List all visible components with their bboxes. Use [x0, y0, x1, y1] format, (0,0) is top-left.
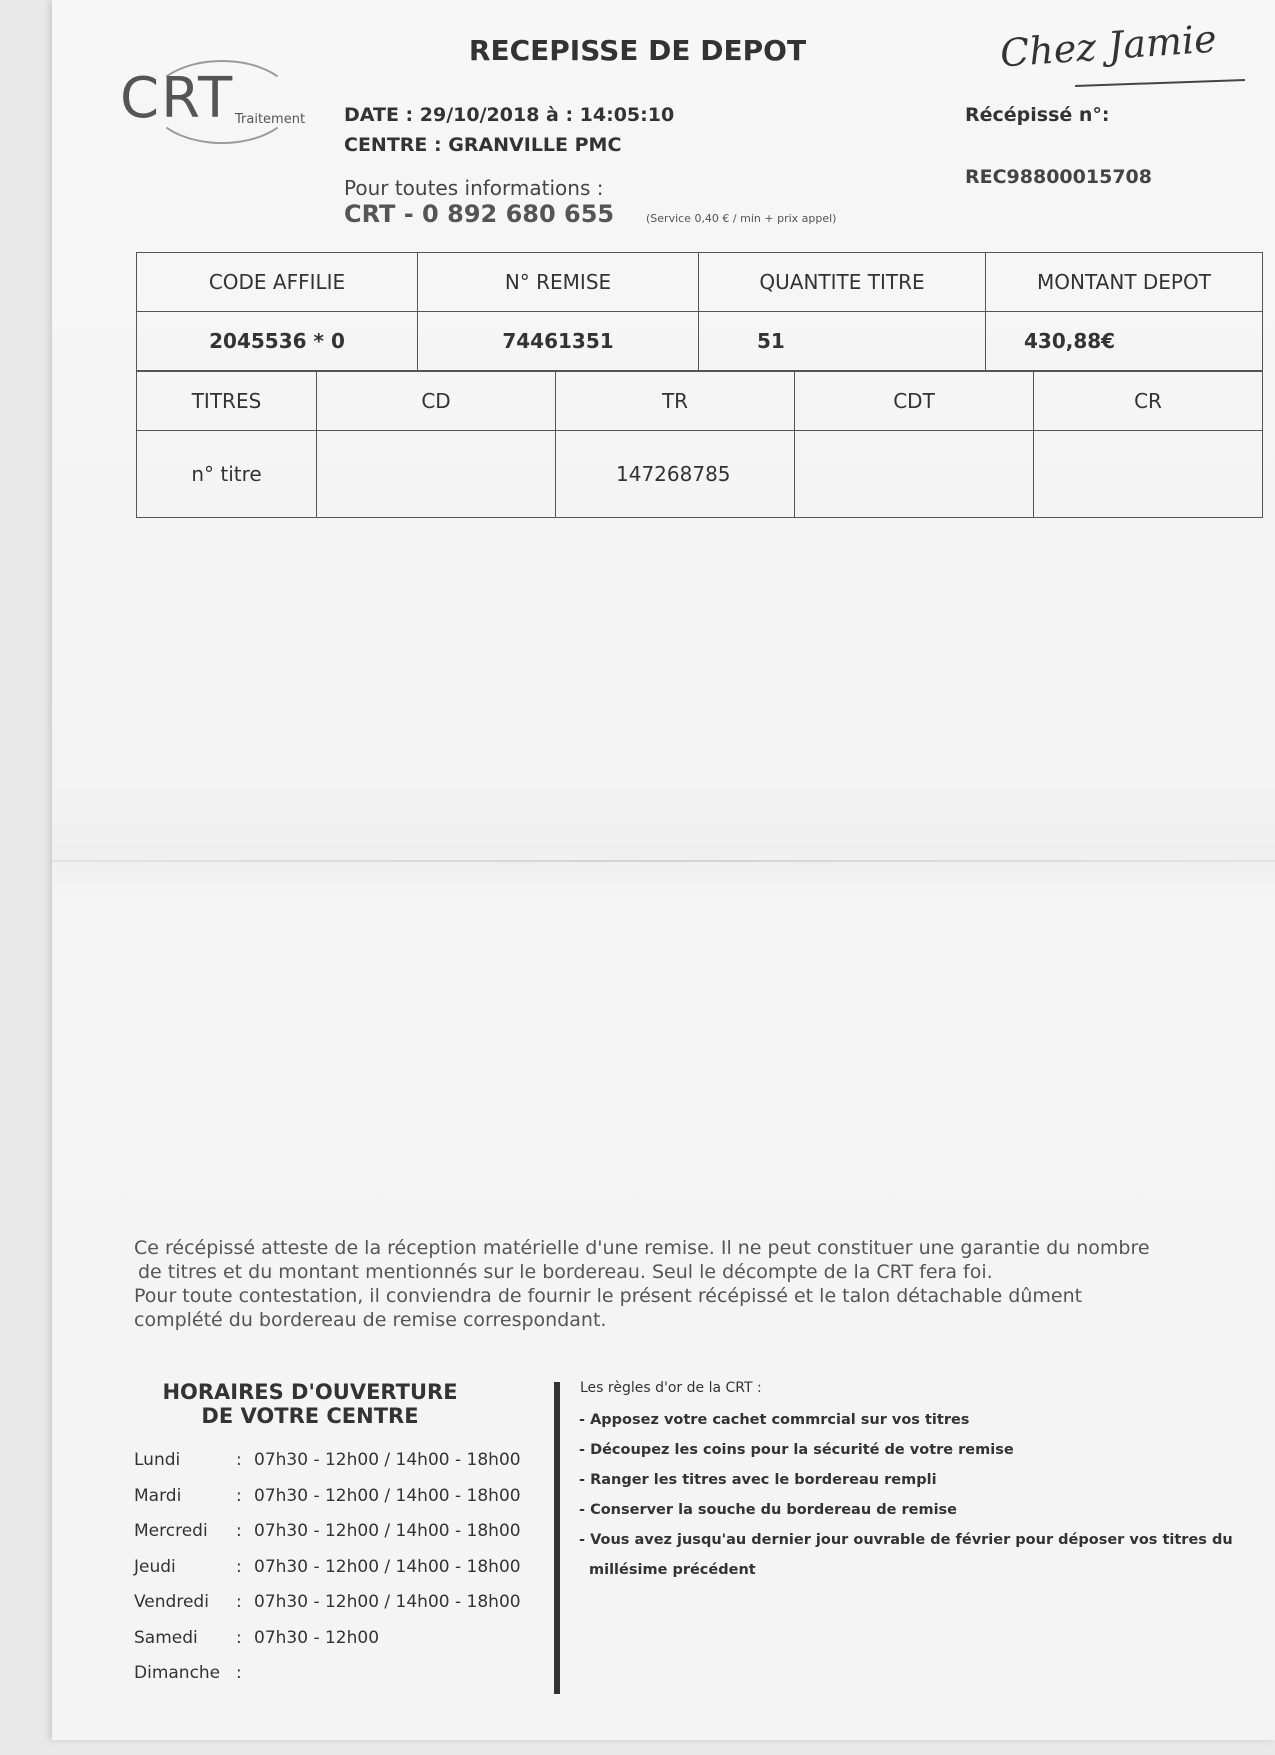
hours-colon: :: [236, 1450, 242, 1470]
hours-time: 07h30 - 12h00: [254, 1627, 380, 1648]
value-montant-depot: 430,88€: [986, 312, 1263, 371]
logo-sub: Traitement: [235, 112, 306, 127]
hours-time: 07h30 - 12h00 / 14h00 - 18h00: [254, 1450, 521, 1470]
notice-line: de titres et du montant mentionnés sur le bordereau. Seul le décompte de la CRT fera foi.: [138, 1261, 993, 1283]
phone-number: CRT - 0 892 680 655: [344, 200, 615, 228]
info-label: Pour toutes informations :: [344, 176, 604, 200]
hours-time: 07h30 - 12h00 / 14h00 - 18h00: [254, 1521, 521, 1541]
receipt-number: REC98800015708: [965, 166, 1152, 188]
rule-item: - Apposez votre cachet commrcial sur vos titres: [579, 1412, 970, 1428]
rule-item: - Ranger les titres avec le bordereau rempli: [579, 1472, 937, 1488]
header-cdt: CDT: [795, 372, 1034, 431]
hours-colon: :: [236, 1592, 242, 1612]
hours-colon: :: [236, 1663, 242, 1683]
rule-item: - Découpez les coins pour la sécurité de votre remise: [579, 1442, 1014, 1458]
document-title: RECEPISSE DE DEPOT: [468, 34, 807, 67]
hours-row: [134, 1521, 521, 1557]
hours-title-line: HORAIRES D'OUVERTURE: [162, 1380, 458, 1404]
table-row: [137, 431, 1263, 518]
golden-rules-list: [579, 1405, 1233, 1585]
phone-note: (Service 0,40 € / min + prix appel): [646, 212, 837, 225]
hours-time: 07h30 - 12h00 / 14h00 - 18h00: [254, 1556, 521, 1577]
header-no-remise: N° REMISE: [418, 253, 699, 312]
receipt-label: Récépissé n°:: [965, 104, 1110, 126]
hours-colon: :: [236, 1485, 242, 1506]
value-no-remise: 74461351: [418, 312, 699, 371]
legal-notice: [134, 1236, 1269, 1332]
hours-row: [134, 1557, 521, 1593]
hours-day: Mardi: [134, 1485, 182, 1506]
date-line: DATE : 29/10/2018 à : 14:05:10: [344, 104, 675, 126]
opening-hours-list: [134, 1450, 521, 1691]
rule-item: - Vous avez jusqu'au dernier jour ouvrable de février pour déposer vos titres du: [579, 1532, 1233, 1548]
hours-day: Vendredi: [134, 1592, 209, 1612]
centre-line: CENTRE : GRANVILLE PMC: [344, 134, 622, 156]
hours-day: Mercredi: [134, 1521, 208, 1541]
value-cdt: [795, 431, 1034, 518]
header-tr: TR: [556, 372, 795, 431]
notice-line: Pour toute contestation, il conviendra de fournir le présent récépissé et le talon détachable dûment: [134, 1285, 1083, 1307]
hours-row: [134, 1592, 521, 1628]
hours-colon: :: [236, 1556, 242, 1577]
value-titres: n° titre: [137, 431, 317, 518]
hours-title: [160, 1380, 460, 1428]
crt-logo: [120, 58, 310, 148]
notice-line: complété du bordereau de remise correspondant.: [134, 1309, 607, 1331]
header-cr: CR: [1034, 372, 1263, 431]
value-quantite-titre: 51: [699, 312, 986, 371]
logo-brand: CRT: [120, 66, 235, 131]
header-quantite-titre: QUANTITE TITRE: [699, 253, 986, 312]
titles-table: [136, 371, 1263, 518]
value-cr: [1034, 431, 1263, 518]
vertical-divider: [554, 1382, 560, 1694]
hours-row: [134, 1486, 521, 1522]
hours-row: [134, 1663, 521, 1691]
hours-day: Jeudi: [134, 1556, 176, 1577]
hours-row: [134, 1450, 521, 1486]
table-header-row: [137, 253, 1263, 312]
header-montant-depot: MONTANT DEPOT: [986, 253, 1263, 312]
hours-day: Lundi: [134, 1450, 181, 1470]
handwritten-note: Chez Jamie: [998, 16, 1218, 76]
value-cd: [317, 431, 556, 518]
rule-item: millésime précédent: [589, 1562, 756, 1578]
hours-day: Samedi: [134, 1627, 198, 1648]
rule-item: - Conserver la souche du bordereau de remise: [579, 1502, 957, 1518]
header-titres: TITRES: [137, 372, 317, 431]
hours-time: 07h30 - 12h00 / 14h00 - 18h00: [254, 1592, 521, 1612]
value-tr: 147268785: [556, 431, 795, 518]
hours-day: Dimanche: [134, 1663, 221, 1683]
table-header-row: [137, 372, 1263, 431]
deposit-summary-table: [136, 252, 1263, 371]
value-code-affilie: 2045536 * 0: [137, 312, 418, 371]
hours-colon: :: [236, 1627, 242, 1648]
notice-line: Ce récépissé atteste de la réception matérielle d'une remise. Il ne peut constituer une garantie du nombre: [134, 1237, 1150, 1259]
hours-title-line: DE VOTRE CENTRE: [201, 1404, 419, 1428]
hours-time: 07h30 - 12h00 / 14h00 - 18h00: [254, 1485, 521, 1506]
table-row: [137, 312, 1263, 371]
header-cd: CD: [317, 372, 556, 431]
hours-row: [134, 1628, 521, 1664]
header-code-affilie: CODE AFFILIE: [137, 253, 418, 312]
rules-title: Les règles d'or de la CRT :: [580, 1380, 762, 1396]
hours-colon: :: [236, 1521, 242, 1541]
